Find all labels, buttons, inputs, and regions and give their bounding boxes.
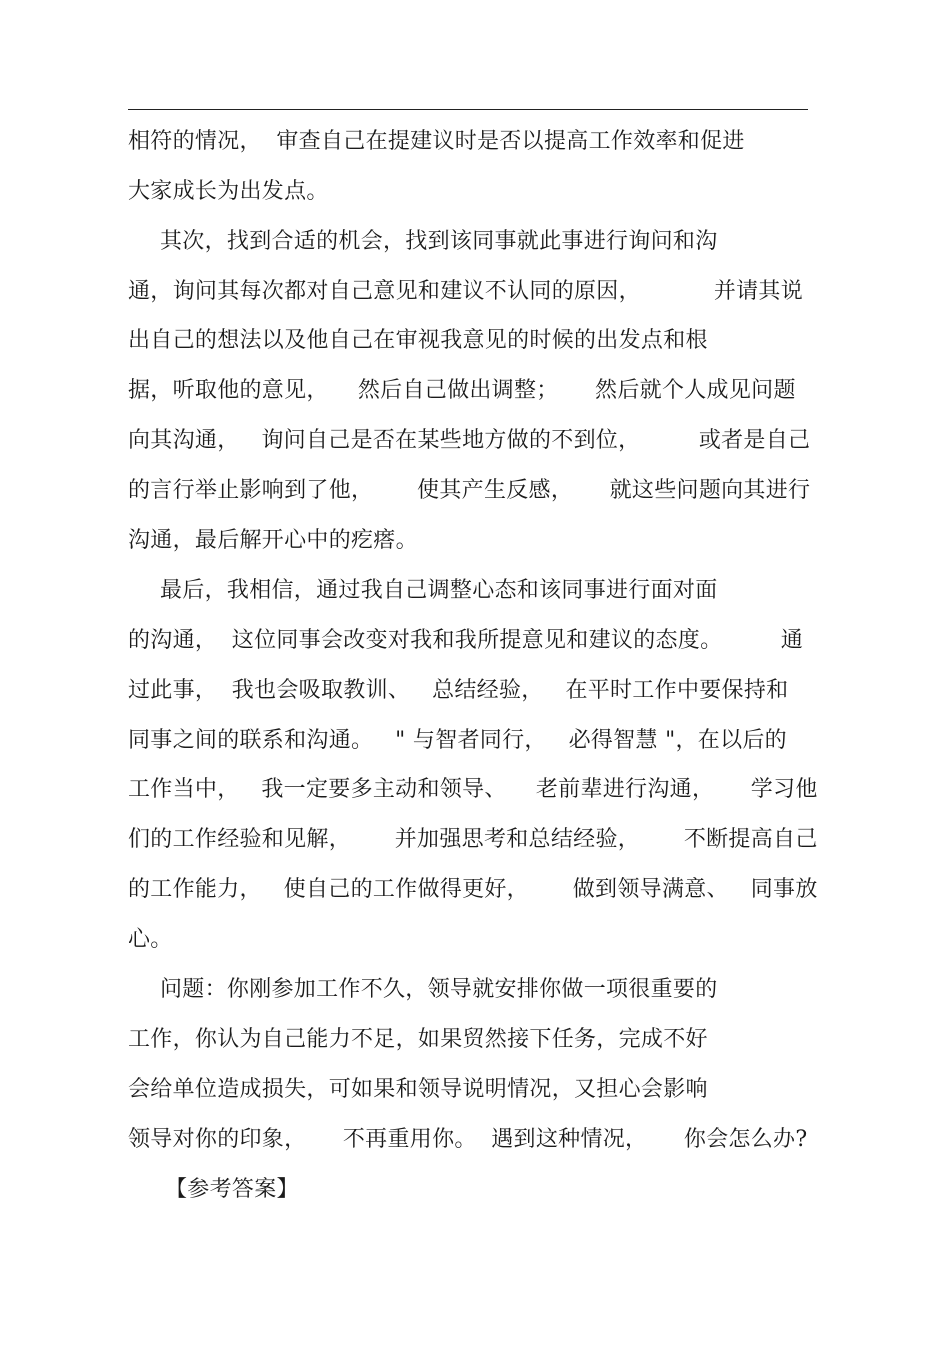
- reference-answer-heading: 【参考答案】: [165, 1177, 299, 1202]
- text-line: 沟通，最后解开心中的疙瘩。: [128, 528, 418, 553]
- question-paragraph: 问题：你刚参加工作不久，领导就安排你做一项很重要的: [160, 977, 718, 1002]
- text-line: 们的工作经验和见解， 并加强思考和总结经验， 不断提高自己: [128, 827, 818, 852]
- text-line: 通，询问其每次都对自己意见和建议不认同的原因， 并请其说: [128, 279, 804, 304]
- paragraph-start: 最后，我相信，通过我自己调整心态和该同事进行面对面: [160, 578, 718, 603]
- text-line: 会给单位造成损失，可如果和领导说明情况，又担心会影响: [128, 1077, 708, 1102]
- text-line: 向其沟通， 询问自己是否在某些地方做的不到位， 或者是自己: [128, 428, 811, 453]
- text-line: 大家成长为出发点。: [128, 179, 329, 204]
- text-line: 领导对你的印象， 不再重用你。 遇到这种情况， 你会怎么办?: [128, 1127, 808, 1152]
- header-rule: [128, 109, 808, 110]
- text-line: 心。: [128, 927, 173, 952]
- text-line: 过此事， 我也会吸取教训、 总结经验， 在平时工作中要保持和: [128, 678, 789, 703]
- text-line: 相符的情况， 审查自己在提建议时是否以提高工作效率和促进: [128, 129, 745, 154]
- text-line: 工作，你认为自己能力不足，如果贸然接下任务，完成不好: [128, 1027, 708, 1052]
- text-line: 的言行举止影响到了他， 使其产生反感， 就这些问题向其进行: [128, 478, 811, 503]
- text-line: 工作当中， 我一定要多主动和领导、 老前辈进行沟通， 学习他: [128, 777, 818, 802]
- text-line: 的沟通， 这位同事会改变对我和我所提意见和建议的态度。 通: [128, 628, 804, 653]
- text-line: 出自己的想法以及他自己在审视我意见的时候的出发点和根: [128, 328, 708, 353]
- paragraph-start: 其次，找到合适的机会，找到该同事就此事进行询问和沟: [160, 229, 718, 254]
- text-line: 的工作能力， 使自己的工作做得更好， 做到领导满意、 同事放: [128, 877, 818, 902]
- text-line: 据，听取他的意见， 然后自己做出调整； 然后就个人成见问题: [128, 378, 796, 403]
- text-line: 同事之间的联系和沟通。 " 与智者同行， 必得智慧 "，在以后的: [128, 728, 787, 753]
